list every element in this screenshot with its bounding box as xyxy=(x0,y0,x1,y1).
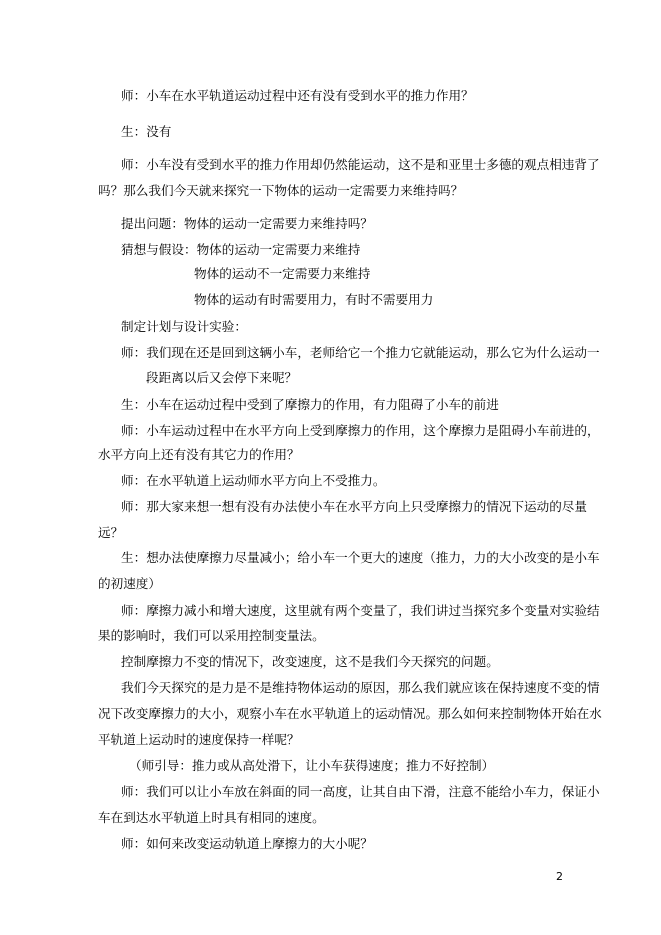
text-line: 提出问题：物体的运动一定需要力来维持吗？ xyxy=(121,216,373,231)
text-line: 猜想与假设：物体的运动一定需要力来维持 xyxy=(121,242,361,257)
text-line: 况下改变摩擦力的大小，观察小车在水平轨道上的运动情况。那么如何来控制物体开始在水 xyxy=(98,706,602,721)
text-line: 段距离以后又会停下来呢？ xyxy=(146,370,298,385)
text-line: 控制摩擦力不变的情况下，改变速度，这不是我们今天探究的问题。 xyxy=(121,654,499,669)
text-line: 的初速度） xyxy=(98,576,161,591)
text-line: 生：小车在运动过程中受到了摩擦力的作用，有力阻碍了小车的前进 xyxy=(121,397,499,412)
text-line: 制定计划与设计实验： xyxy=(121,319,247,334)
text-line: 我们今天探究的是力是不是维持物体运动的原因，那么我们就应该在保持速度不变的情 xyxy=(121,680,600,695)
text-line: 师：小车在水平轨道运动过程中还有没有受到水平的推力作用？ xyxy=(121,88,474,103)
text-line: 师：小车运动过程中在水平方向上受到摩擦力的作用，这个摩擦力是阻碍小车前进的， xyxy=(121,423,600,438)
text-line: 生：没有 xyxy=(121,124,172,139)
text-line: 师：那大家来想一想有没有办法使小车在水平方向上只受摩擦力的情况下运动的尽量 xyxy=(121,499,587,514)
text-line: （师引导：推力或从高处滑下，让小车获得速度；推力不好控制） xyxy=(129,758,495,773)
text-line: 师：摩擦力减小和增大速度，这里就有两个变量了，我们讲过当探究多个变量对实验结 xyxy=(121,603,600,618)
text-line: 物体的运动有时需要用力，有时不需要用力 xyxy=(194,292,434,307)
text-line: 吗？那么我们今天就来探究一下物体的运动一定需要力来维持吗？ xyxy=(98,183,464,198)
text-line: 果的影响时，我们可以采用控制变量法。 xyxy=(98,628,325,643)
text-line: 水平方向上还有没有其它力的作用？ xyxy=(98,447,300,462)
text-line: 师：我们现在还是回到这辆小车，老师给它一个推力它就能运动，那么它为什么运动一 xyxy=(121,345,600,360)
page-number: 2 xyxy=(556,870,563,883)
text-line: 师：我们可以让小车放在斜面的同一高度，让其自由下滑，注意不能给小车力，保证小 xyxy=(121,784,600,799)
text-line: 师：在水平轨道上运动师水平方向上不受推力。 xyxy=(121,473,386,488)
text-line: 师：如何来改变运动轨道上摩擦力的大小呢？ xyxy=(121,836,373,851)
text-line: 生：想办法使摩擦力尽量减小；给小车一个更大的速度（推力，力的大小改变的是小车 xyxy=(121,550,600,565)
text-line: 物体的运动不一定需要力来维持 xyxy=(194,266,371,281)
text-line: 远？ xyxy=(98,525,124,540)
text-line: 师：小车没有受到水平的推力作用却仍然能运动，这不是和亚里士多德的观点相违背了 xyxy=(121,157,600,172)
text-line: 车在到达水平轨道上时具有相同的速度。 xyxy=(98,810,325,825)
text-line: 平轨道上运动时的速度保持一样呢？ xyxy=(98,732,300,747)
